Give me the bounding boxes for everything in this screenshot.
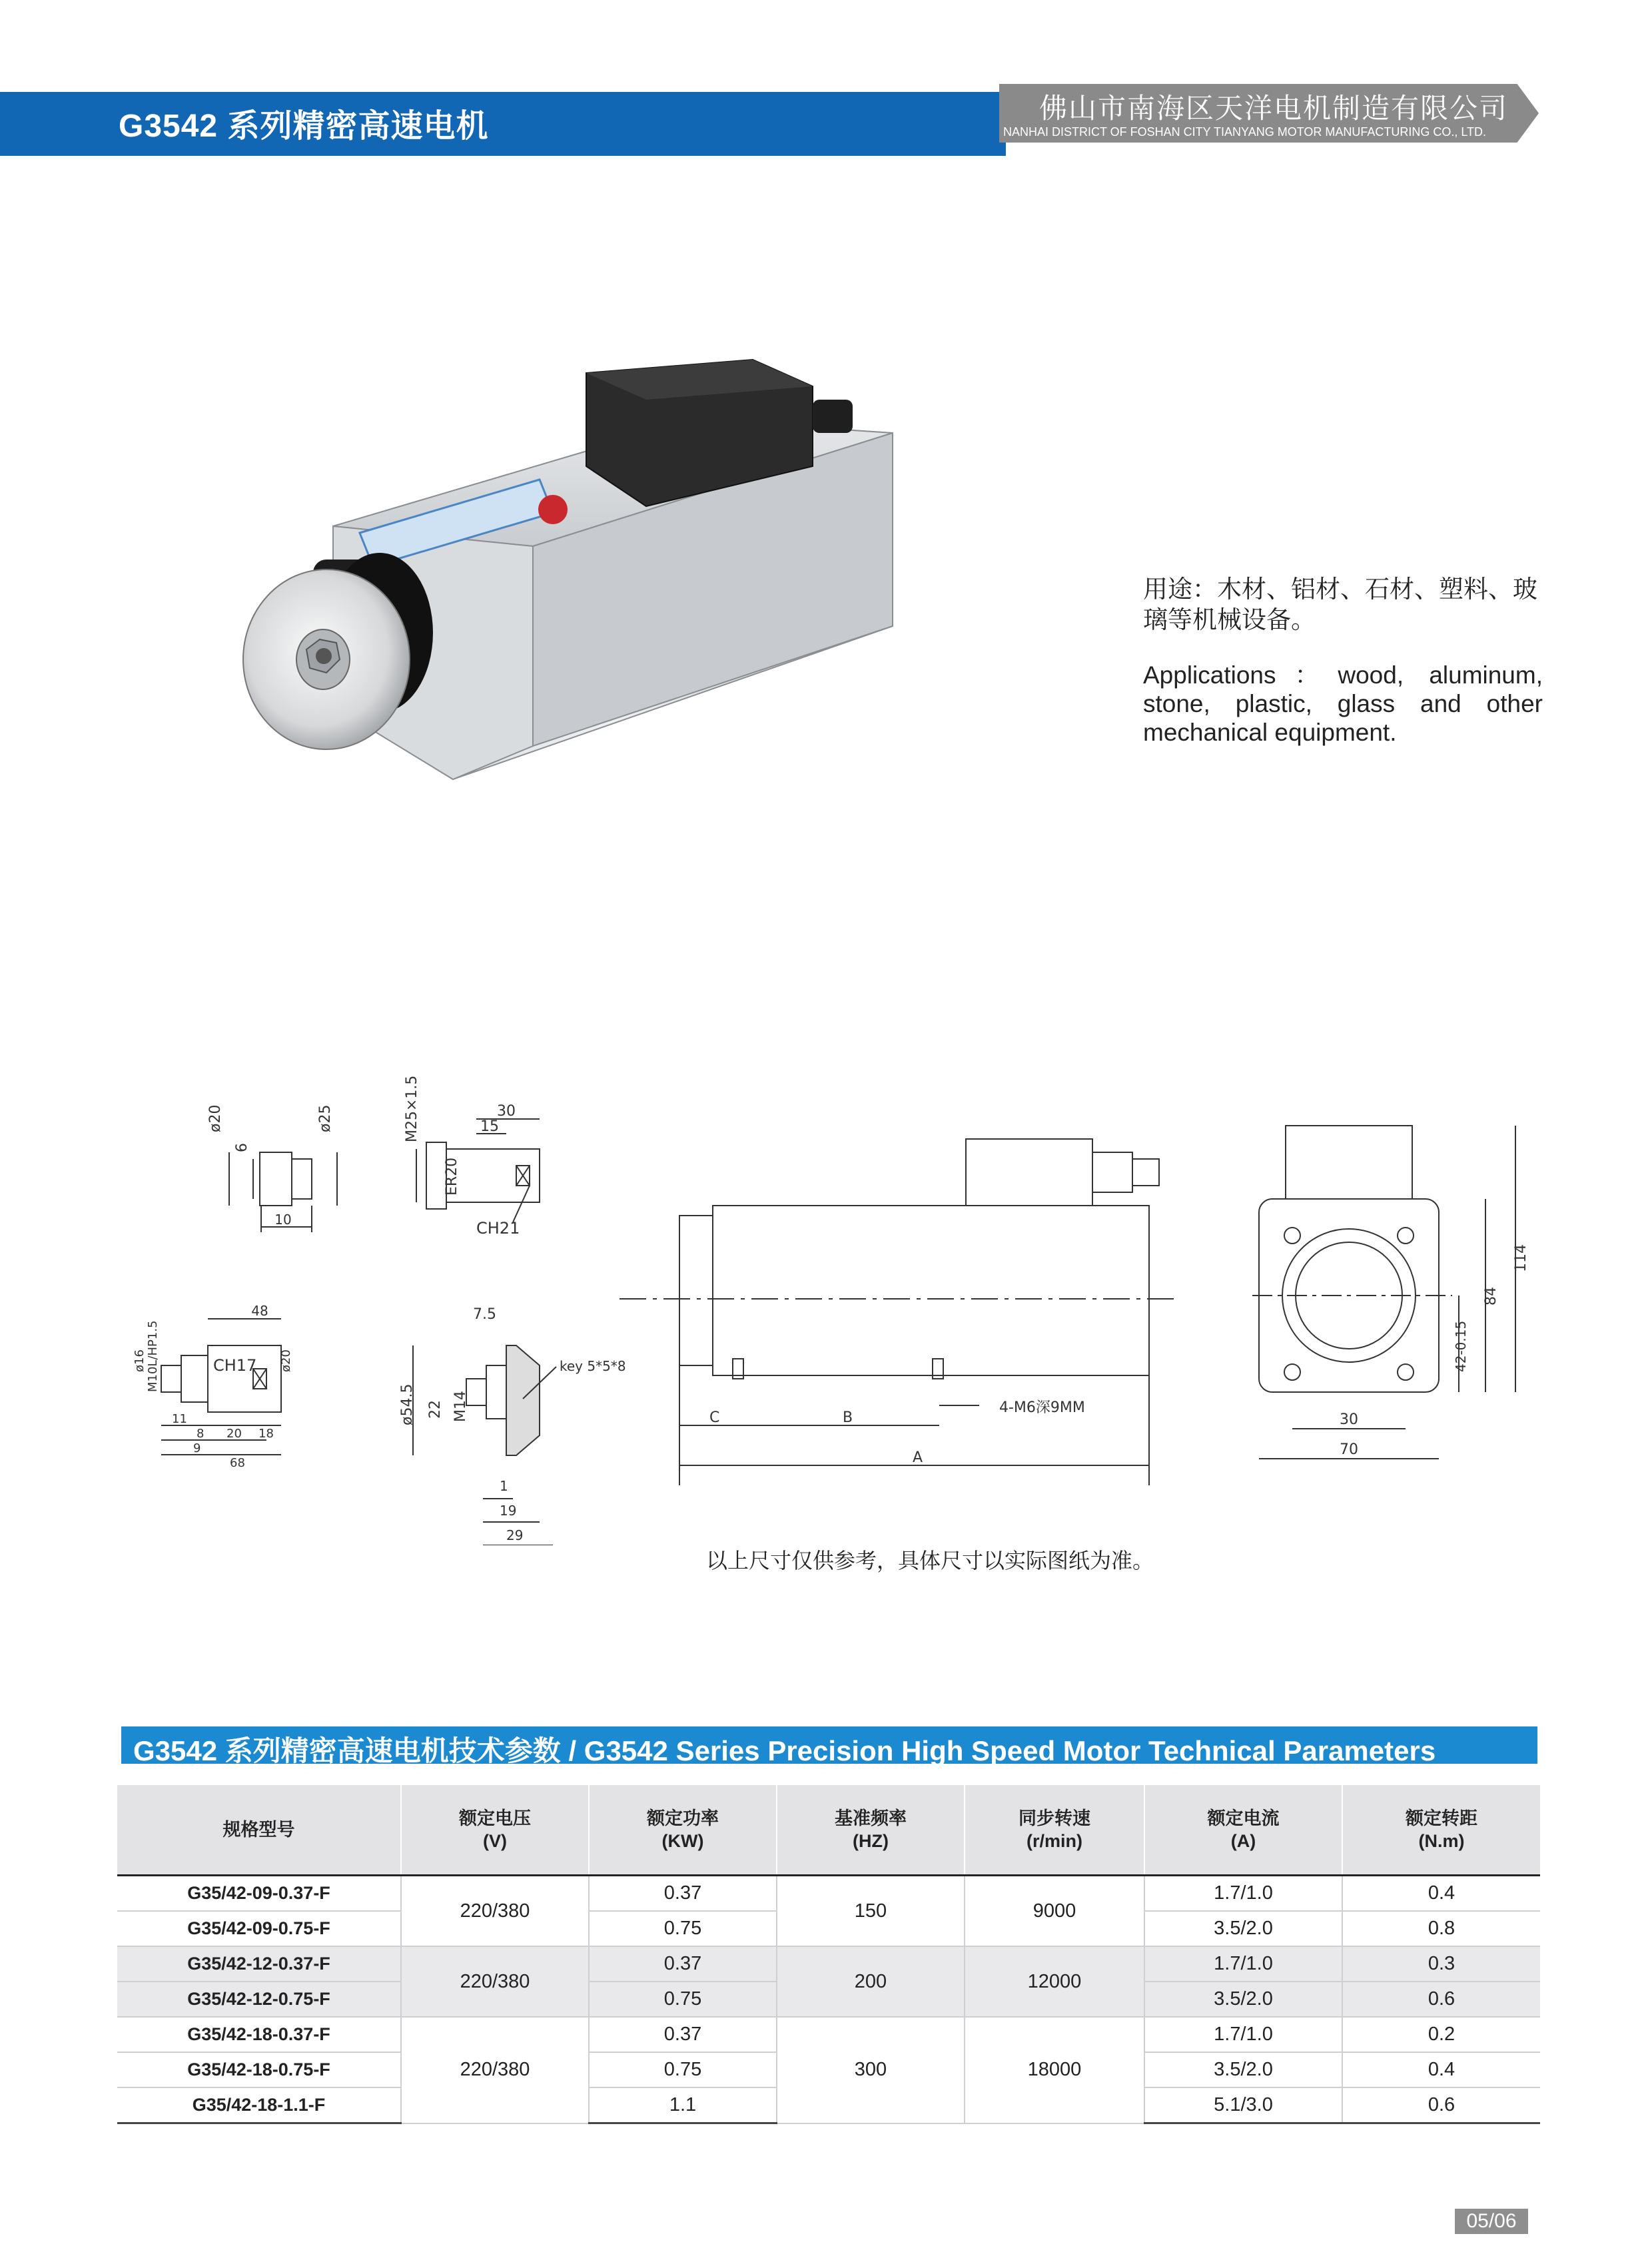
shaft2-thread: M25×1.5 <box>404 1075 420 1142</box>
shaft1-d1: ø20 <box>207 1104 224 1132</box>
side-view-drawing <box>620 1139 1179 1485</box>
cell-current: 1.7/1.0 <box>1144 2017 1342 2052</box>
shaft3-l11: 11 <box>172 1412 187 1426</box>
shaft4-thread: M14 <box>452 1391 469 1422</box>
table-row <box>117 1876 1540 1912</box>
cell-model: G35/42-18-0.37-F <box>117 2017 401 2052</box>
cell-speed: 18000 <box>965 2017 1144 2123</box>
cell-torque: 0.2 <box>1342 2017 1540 2052</box>
shaft2-len30: 30 <box>497 1103 516 1120</box>
side-dim-c: C <box>709 1409 720 1426</box>
th-model: 规格型号 <box>117 1785 401 1876</box>
cell-torque: 0.6 <box>1342 1982 1540 2017</box>
shaft3-l68: 68 <box>230 1456 245 1470</box>
th-voltage: 额定电压 (V) <box>401 1785 589 1876</box>
cell-power: 0.37 <box>589 2017 777 2052</box>
cell-model: G35/42-12-0.37-F <box>117 1946 401 1982</box>
shaft3-len48: 48 <box>251 1303 268 1319</box>
cell-model: G35/42-09-0.37-F <box>117 1876 401 1912</box>
shaft4-l19: 19 <box>500 1503 517 1519</box>
front-h114: 114 <box>1513 1244 1529 1272</box>
technical-drawings <box>113 1052 1545 1545</box>
cell-frequency: 300 <box>777 2017 965 2123</box>
shaft2-len15: 15 <box>480 1118 499 1135</box>
shaft3-l20: 20 <box>226 1427 242 1441</box>
th-torque: 额定转距 (N.m) <box>1342 1785 1540 1876</box>
cell-model: G35/42-18-1.1-F <box>117 2087 401 2123</box>
applications-en: Applications：wood, aluminum, stone, plastic, glass and other mechanical equipment. <box>1143 661 1543 746</box>
dimension-note: 以上尺寸仅供参考，具体尺寸以实际图纸为准。 <box>706 1549 1154 1573</box>
shaft3-l18: 18 <box>258 1427 274 1441</box>
page-title: G3542 系列精密高速电机 <box>119 109 489 144</box>
shaft1-d2: 6 <box>234 1143 250 1152</box>
shaft3-thread: M10L/HP1.5 <box>146 1320 160 1392</box>
shaft-drawing-3 <box>133 1303 293 1470</box>
cell-model: G35/42-18-0.75-F <box>117 2052 401 2087</box>
shaft3-l8: 8 <box>197 1427 205 1441</box>
table-header-row <box>117 1785 1540 1876</box>
cell-voltage: 220/380 <box>401 1946 589 2017</box>
cell-power: 0.75 <box>589 1982 777 2017</box>
cell-torque: 0.4 <box>1342 1876 1540 1912</box>
spec-table <box>117 1785 1540 2124</box>
front-h42: 42-0.15 <box>1453 1320 1469 1372</box>
shaft1-d3: ø25 <box>317 1104 334 1132</box>
shaft-drawing-2 <box>404 1076 540 1238</box>
cell-power: 0.75 <box>589 2052 777 2087</box>
cell-torque: 0.6 <box>1342 2087 1540 2123</box>
company-name-cn: 佛山市南海区天洋电机制造有限公司 <box>1039 93 1509 124</box>
cell-power: 0.75 <box>589 1911 777 1946</box>
shaft1-len: 10 <box>274 1212 292 1228</box>
shaft4-l22: 22 <box>427 1400 444 1419</box>
front-h84: 84 <box>1483 1287 1499 1306</box>
th-frequency: 基准频率 (HZ) <box>777 1785 965 1876</box>
shaft4-l1: 1 <box>500 1478 508 1494</box>
cell-current: 1.7/1.0 <box>1144 1876 1342 1912</box>
shaft4-l75: 7.5 <box>473 1306 496 1323</box>
table-row <box>117 2017 1540 2052</box>
cell-power: 0.37 <box>589 1876 777 1912</box>
shaft4-key: key 5*5*8 <box>560 1358 626 1374</box>
cell-current: 3.5/2.0 <box>1144 2052 1342 2087</box>
side-holes: 4-M6深9MM <box>999 1399 1085 1416</box>
shaft2-collet: ER20 <box>444 1157 460 1196</box>
cell-current: 1.7/1.0 <box>1144 1946 1342 1982</box>
cell-voltage: 220/380 <box>401 1876 589 1947</box>
th-power: 额定功率 (KW) <box>589 1785 777 1876</box>
shaft3-d2: ø20 <box>279 1349 293 1372</box>
cell-current: 5.1/3.0 <box>1144 2087 1342 2123</box>
cell-power: 0.37 <box>589 1946 777 1982</box>
motor-photo <box>226 346 919 813</box>
shaft-drawing-1 <box>207 1105 337 1232</box>
cell-current: 3.5/2.0 <box>1144 1911 1342 1946</box>
cell-speed: 9000 <box>965 1876 1144 1947</box>
cell-torque: 0.8 <box>1342 1911 1540 1946</box>
shaft3-hex: CH17 <box>213 1356 257 1375</box>
table-row <box>117 1946 1540 1982</box>
applications-cn: 用途：木材、铝材、石材、塑料、玻璃等机械设备。 <box>1143 575 1537 633</box>
cell-voltage: 220/380 <box>401 2017 589 2123</box>
shaft4-l29: 29 <box>506 1527 524 1543</box>
cell-power: 1.1 <box>589 2087 777 2123</box>
side-dim-a: A <box>913 1449 923 1466</box>
th-current: 额定电流 (A) <box>1144 1785 1342 1876</box>
cell-current: 3.5/2.0 <box>1144 1982 1342 2017</box>
shaft-drawing-4 <box>399 1306 626 1545</box>
front-view-drawing <box>1252 1126 1529 1459</box>
cell-torque: 0.4 <box>1342 2052 1540 2087</box>
cell-torque: 0.3 <box>1342 1946 1540 1982</box>
cell-frequency: 150 <box>777 1876 965 1947</box>
cell-model: G35/42-09-0.75-F <box>117 1911 401 1946</box>
front-w30: 30 <box>1340 1411 1358 1428</box>
page-number: 05/06 <box>1455 2209 1528 2234</box>
table-title: G3542 系列精密高速电机技术参数 / G3542 Series Precision High Speed Motor Technical Parameters <box>133 1735 1436 1766</box>
cell-model: G35/42-12-0.75-F <box>117 1982 401 2017</box>
shaft3-d1: ø16 <box>133 1349 147 1372</box>
front-w70: 70 <box>1340 1441 1358 1458</box>
side-dim-b: B <box>843 1409 853 1426</box>
shaft3-l9: 9 <box>193 1441 201 1455</box>
cell-speed: 12000 <box>965 1946 1144 2017</box>
th-speed: 同步转速 (r/min) <box>965 1785 1144 1876</box>
company-name-en: NANHAI DISTRICT OF FOSHAN CITY TIANYANG MOTOR MANUFACTURING CO., LTD. <box>1003 125 1487 139</box>
shaft2-hex: CH21 <box>476 1219 520 1238</box>
shaft4-d54: ø54.5 <box>399 1383 416 1425</box>
cell-frequency: 200 <box>777 1946 965 2017</box>
